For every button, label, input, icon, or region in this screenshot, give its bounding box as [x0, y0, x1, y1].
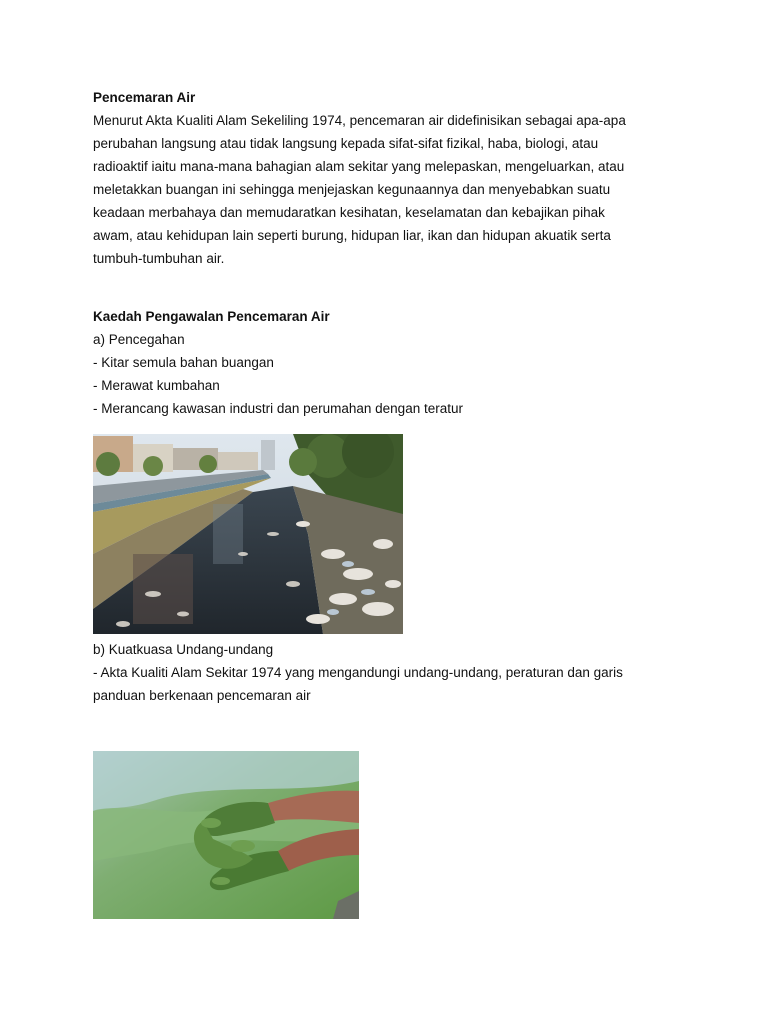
subheading-kuatkuasa: b) Kuatkuasa Undang-undang	[93, 642, 274, 657]
paragraph-line: Menurut Akta Kualiti Alam Sekeliling 1974, pencemaran air didefinisikan sebagai apa-apa	[93, 113, 626, 128]
paragraph-line: awam, atau kehidupan lain seperti burung, hidupan liar, ikan dan hidupan akuatik serta	[93, 228, 611, 243]
list-item: - Merawat kumbahan	[93, 378, 220, 393]
subheading-pencegahan: a) Pencegahan	[93, 332, 185, 347]
list-item: panduan berkenaan pencemaran air	[93, 688, 311, 703]
heading-kaedah-pengawalan: Kaedah Pengawalan Pencemaran Air	[93, 309, 330, 324]
list-item: - Merancang kawasan industri dan perumahan dengan teratur	[93, 401, 463, 416]
paragraph-line: radioaktif iaitu mana-mana bahagian alam sekitar yang melepaskan, mengeluarkan, atau	[93, 159, 625, 174]
list-item: - Kitar semula bahan buangan	[93, 355, 274, 370]
document-content	[93, 86, 693, 919]
paragraph-line: meletakkan buangan ini sehingga menjejaskan kegunaannya dan menyebabkan suatu	[93, 182, 611, 197]
algae-hands-photo	[93, 751, 359, 919]
paragraph-line: tumbuh-tumbuhan air.	[93, 251, 225, 266]
list-item: - Akta Kualiti Alam Sekitar 1974 yang mengandungi undang-undang, peraturan dan garis	[93, 665, 623, 680]
polluted-river-photo	[93, 434, 403, 634]
definition-paragraph	[93, 109, 693, 270]
paragraph-line: perubahan langsung atau tidak langsung kepada sifat-sifat fizikal, haba, biologi, atau	[93, 136, 599, 151]
heading-pencemaran-air: Pencemaran Air	[93, 90, 196, 105]
paragraph-line: keadaan merbahaya dan memudaratkan kesihatan, keselamatan dan kebajikan pihak	[93, 205, 605, 220]
